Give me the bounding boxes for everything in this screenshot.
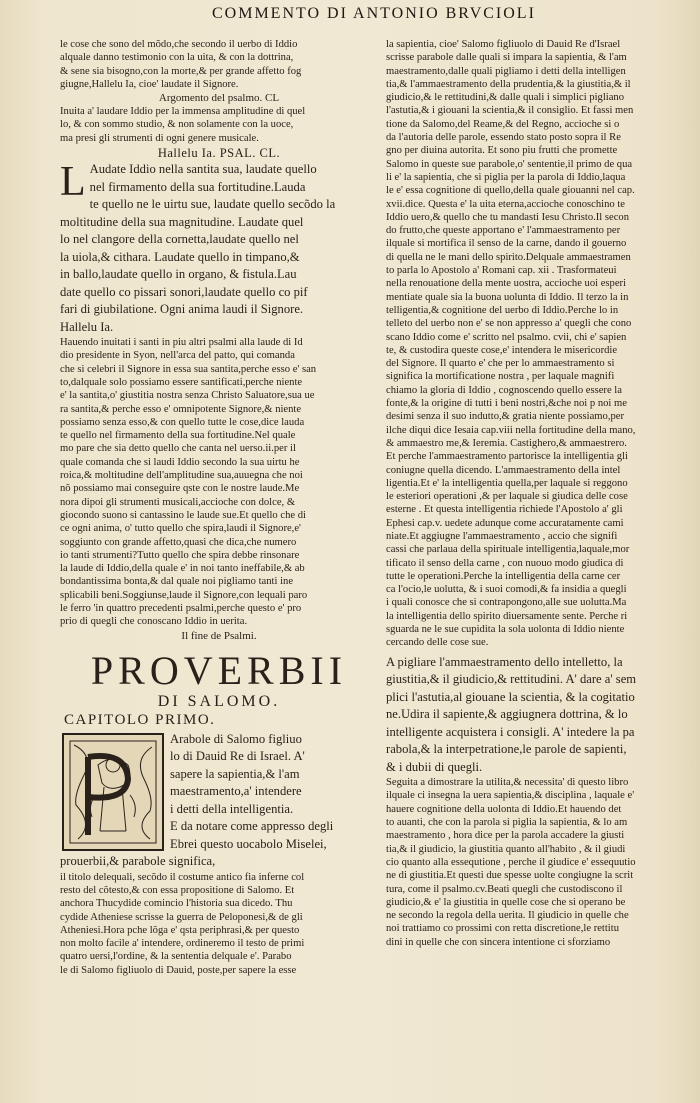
text-line: maestramento,dalle quali pigliamo i detti della intelligen xyxy=(386,65,626,77)
verse-line: rabola,& la interpetratione,le parole de sapienti, xyxy=(386,742,627,757)
text-line: le ferro 'in quattro precedenti psalmi,perche questo e' pro xyxy=(60,603,302,615)
text-line: non molto facile a' intendere, ordineremo il testo de primi xyxy=(60,938,305,950)
woodcut-figure-icon xyxy=(64,735,162,849)
text-line: dio presidente in Syon, nell'arca del patto, qui comanda xyxy=(60,350,295,362)
text-line: ilquale ci insegna la uera sapientia,& disciplina , laquale e' xyxy=(386,790,635,802)
text-line: i quali conosce che si contrapongono,alle sue uolutta.Ma xyxy=(386,597,627,609)
text-line: ca l'ocio,le uolutta, & i suoi comodi,& fa insidia a quegli xyxy=(386,584,627,596)
text-line: Iddio uero,& quello che tu mandasti Iesu Christo.Il secon xyxy=(386,211,630,223)
verse-line: ne.Udira il sapiente,& aggiugnera dottrina, & lo xyxy=(386,707,628,722)
verse-line: plici l'astutia,al giouane la scientia, & la cogitatio xyxy=(386,689,635,704)
text-line: ra santita,& perche esso e' omnipotente Signore,& niente xyxy=(60,403,302,415)
text-line: li e' la sapientia, che si piglia per la parola di Iddio,laqua xyxy=(386,171,626,183)
psalm-line: in ballo,laudate quello in organo, & fistula.Lau xyxy=(60,267,297,282)
verse-line: i detti della intelligentia. xyxy=(170,801,294,816)
text-line: do frutto,che queste apportano e' l'ammaestramento per xyxy=(386,225,621,237)
verse-line: E da notare come appresso degli xyxy=(170,819,334,834)
text-line: ma presi gli strumenti di ogni genere musicale. xyxy=(60,132,259,144)
verse-line: giustitia,& il giudicio,& rettitudini. A' dare a' sem xyxy=(386,672,637,687)
text-line: Seguita a dimostrare la utilita,& necessita' di questo libro xyxy=(386,777,629,789)
text-line: soggiunto con grande affetto,quasi che dica,che numero xyxy=(60,536,297,548)
text-line: il titolo delequali, secõdo il costume antico fia inferne col xyxy=(60,871,305,883)
text-line: telleto del uerbo non e' se non appresso a' quegli che cono xyxy=(386,318,632,330)
text-line: ligentia.Et e' la intelligentia quella,per laquale si reggono xyxy=(386,477,628,489)
text-line: coniugne quella dicendo. L'ammaestramento della intel xyxy=(386,464,621,476)
text-line: mentiate quale sia la buona uolunta di Iddio. Il terzo la in xyxy=(386,291,629,303)
text-line: tutte le operationi.Perche la intelligentia della carne cer xyxy=(386,570,621,582)
left-column xyxy=(60,38,378,977)
text-line: esterne . Et questa intelligentia richiede l'Apostolo a' gli xyxy=(386,504,623,516)
psalm-line: fari di giubilatione. Ogni anima laudi il Signore. xyxy=(60,302,304,317)
text-line: to auanti, che con la parola si piglia la sapientia, & lo am xyxy=(386,817,628,829)
verse-line: & i dubii di quegli. xyxy=(386,759,483,774)
text-line: ilquale si mortifica il senso de la carne, dando il gouerno xyxy=(386,238,627,250)
text-line: prio di quegli che conoscano Iddio in uerita. xyxy=(60,616,248,628)
psalm-line: moltitudine della sua magnitudine. Laudate quel xyxy=(60,214,304,229)
text-line: tificato il senso della carne , con nuouo modo giudica di xyxy=(386,557,624,569)
text-line: cassi che parlaua della spirituale intelligentia,laquale,mor xyxy=(386,544,630,556)
intro-paragraph xyxy=(60,38,378,91)
text-line: Salomo in queste sue parabole,o' sententie,il primo de qua xyxy=(386,158,633,170)
text-line: giugne,Hallelu Ia, cioe' laudate il Signore. xyxy=(60,78,239,90)
text-line: te, & custodira queste cose,e' intendera le misericordie xyxy=(386,344,618,356)
text-line: tia,& l'ammaestramento della prudentia,& la giustitia,& il xyxy=(386,78,631,90)
text-line: di quella ne le mani dello spirito.Delquale ammaestramen xyxy=(386,251,631,263)
verse-line: lo di Dauid Re di Israel. A' xyxy=(170,749,305,764)
psalm-initial: L xyxy=(60,159,86,206)
text-line: hauere cognitione della uolonta di Iddio.Et hauendo det xyxy=(386,803,622,815)
text-line: resto del cõtesto,& con essa propositione di Salomo. Et xyxy=(60,884,295,896)
verse-line: sapere la sapientia,& l'am xyxy=(170,766,300,781)
text-line: tia,& il giudicio, la giustitia quanto all'habito , & il giudi xyxy=(386,843,626,855)
text-line: cio quanto alla essequtione , perche il giudice e' essequutio xyxy=(386,856,636,868)
text-line: tura, come il psalmo.cv.Beati quegli che custodiscono il xyxy=(386,883,623,895)
text-line: nella renouatione della mente uostra, accioche uoi esperi xyxy=(386,278,627,290)
psalm-line: nel firmamento della sua fortitudine.Lauda xyxy=(89,179,306,194)
text-line: tione da Salomo,del Reame,& del Regno, accioche si o xyxy=(386,118,620,130)
psalm-line: Audate Iddio nella santita sua, laudate quello xyxy=(89,162,317,177)
psalms-end-note: Il fine de Psalmi. xyxy=(181,629,257,642)
text-line: nõ possiamo mai conseguire qste con le nostre laude.Me xyxy=(60,483,300,495)
text-line: che si celebri il Signore in essa sua santita,perche esso e' san xyxy=(60,363,317,375)
text-line: ne di giustitia.Et questi due spesse uolte congiugne la scrit xyxy=(386,870,634,882)
book-subtitle: DI SALOMO. xyxy=(157,692,281,710)
chapter-heading: CAPITOLO PRIMO. xyxy=(64,711,216,728)
psalm-title: Hallelu Ia. PSAL. CL. xyxy=(157,146,281,161)
text-line: ilche diqui dice Iesaia cap.viii nella fortitudine della mano, xyxy=(386,424,636,436)
text-line: cydide Atheniese scrisse la guerra de Peloponesi,& de gli xyxy=(60,911,303,923)
text-line: niate.Et aggiugne l'ammaestramento , accio che signifi xyxy=(386,530,618,542)
text-line: Atheniesi.Hora pche lõga e' qsta periphrasi,& per questo xyxy=(60,924,300,936)
text-line: la sapientia, cioe' Salomo figliuolo di Dauid Re d'Israel xyxy=(386,39,621,50)
verse-line: maestramento,a' intendere xyxy=(170,784,302,799)
text-line: del Signore. Il quarto e' che per lo ammaestramento si xyxy=(386,358,615,370)
text-line: da l'autoria delle parole, essendo stato posto sopra il Re xyxy=(386,132,621,144)
text-line: le di Salomo figliuolo di Dauid, poste,per sapere la esse xyxy=(60,964,297,976)
text-line: anchora Thucydide comincio l'historia sua dicedo. Thu xyxy=(60,898,293,910)
text-line: desimi senza il suo indutto,& gratia niente possiamo,per xyxy=(386,411,625,423)
psalm-line: lo nel clangore della cornetta,laudate quello nel xyxy=(60,232,299,247)
text-line: bondantissima bonta,& dal quale noi pigliamo tanti ine xyxy=(60,576,294,588)
text-line: telligentia,& cognitione del uerbo di Iddio.Perche lo in xyxy=(386,304,619,316)
text-line: la intelligentia dello spirito diuersamente sente. Perche ri xyxy=(386,610,628,622)
psalm-line: la uiola,& cithara. Laudate quello in timpano,& xyxy=(60,249,300,264)
text-line: nora dipoi gli strumenti musicali,accioche con dolce, & xyxy=(60,496,296,508)
verse-line: A pigliare l'ammaestramento dello intelletto, la xyxy=(386,654,623,669)
text-line: splicabili beni.Soggiunse,laude il Signore,con lequali paro xyxy=(60,589,308,601)
text-line: xvii.dice. Questa e' la uita eterna,accioche conoschino te xyxy=(386,198,625,210)
text-line: lo, & con sommo studio, & non solamente con la uoce, xyxy=(60,119,294,131)
text-line: significa la mortificatione nostra , per laquale magnifi xyxy=(386,371,615,383)
text-line: scano Iddio come e' scritto nel psalmo. cvii, chi e' sapien xyxy=(386,331,627,343)
text-line: quatro uersi,l'ordine, & la sententia delquale e'. Parabo xyxy=(60,951,292,963)
text-line: to,dalquale solo possiamo essere santificati,perche niente xyxy=(60,376,303,388)
text-line: le cose che sono del mõdo,che secondo il uerbo di Iddio xyxy=(60,39,298,50)
text-line: Ephesi cap.v. uedete adunque come accuratamente cami xyxy=(386,517,624,529)
text-line: to parla lo Apostolo a' Romani cap. xii . Trasformateui xyxy=(386,265,617,277)
book-title: PROVERBII xyxy=(90,647,348,693)
text-line: & ammaestro me,& Ieremia. Castighero,& ammaestrero. xyxy=(386,437,627,449)
woodcut-initial-p xyxy=(62,733,164,851)
text-line: Et perche l'ammaestramento partorisce la intelligentia gli xyxy=(386,451,628,463)
psalm-line: date quello co pissari sonori,laudate quello co pif xyxy=(60,284,308,299)
text-line: Inuita a' laudare Iddio per la immensa amplitudine di quel xyxy=(60,106,306,118)
text-line: possiamo senza esso,& con quello tutte le cose,dice lauda xyxy=(60,416,305,428)
text-line: alquale danno testimonio con la uita, & con la dottrina, xyxy=(60,52,294,64)
text-line: la laude di Iddio,della quale e' in noi tanto ineffabile,& ab xyxy=(60,563,305,575)
text-line: dini in quelle che con sincera intentione ci sforziamo xyxy=(386,936,611,948)
text-line: io tanti strumenti?Tutto quello che spira debbe rinsonare xyxy=(60,549,300,561)
text-line: noi trattiamo co prossimi con retta discretione,le rettitu xyxy=(386,923,619,935)
verse-line: Ebrei questo uocabolo Miselei, xyxy=(170,836,327,851)
psalm-text xyxy=(60,161,378,336)
text-line: te quello nel firmamento della sua fortitudine.Nel quale xyxy=(60,430,296,442)
right-column xyxy=(386,38,686,949)
argomento-title: Argomento del psalmo. CL xyxy=(158,92,280,105)
text-line: mo pare che sia detto quello che canta nel uerso.ii.per il xyxy=(60,443,296,455)
verse-line: prouerbii,& parabole significa, xyxy=(60,854,216,869)
text-line: Hauendo inuitati i santi in piu altri psalmi alla laude di Id xyxy=(60,337,303,349)
text-line: sguarda ne le sue cupidita la sola uolonta di Iddio niente xyxy=(386,624,625,636)
psalm-commentary xyxy=(60,336,378,629)
right-commentary-a xyxy=(386,38,686,650)
argomento-paragraph xyxy=(60,105,378,145)
text-line: ne secondo la regola della uerita. Il giudicio in quelle che xyxy=(386,910,629,922)
text-line: e' la santita,o' giustitia nostra senza Christo Saluatore,sua ue xyxy=(60,390,315,402)
chapter-commentary xyxy=(60,871,378,977)
chapter-opening xyxy=(60,731,378,871)
running-head: COMMENTO DI ANTONIO BRVCIOLI xyxy=(212,5,536,22)
psalm-lines xyxy=(60,161,378,336)
text-line: giudicio,& e' la giustitia in quelle cose che si operano be xyxy=(386,896,626,908)
verse-line: Arabole di Salomo figliuo xyxy=(170,731,302,746)
text-line: scrisse parabole dalle quali si impara la sapientia, & l'am xyxy=(386,52,627,64)
psalm-line: Hallelu Ia. xyxy=(60,319,114,334)
right-commentary-b xyxy=(386,776,686,949)
text-line: fonte,& la origine di tutti i beni nostri,&che noi p noi me xyxy=(386,398,627,410)
text-line: ce ogni anima, o' tutto quello che spira,laudi il Signore,e' xyxy=(60,523,301,535)
text-line: giudicio,& le rettitudini,& dalle quali i simplici pigliano xyxy=(386,92,625,104)
text-line: quale comanda che si laudi Iddio secondo la sua uirtu he xyxy=(60,456,300,468)
text-line: chiamo la gloria di Iddio , cognoscendo quello essere la xyxy=(386,384,622,396)
text-line: l'astutia,& i giouani la scientia,& il consiglio. Et fassi men xyxy=(386,105,634,117)
text-line: le esteriori operationi ,& per laquale si giudica delle cose xyxy=(386,491,628,503)
text-line: roica,& moltitudine dell'amplitudine sua,auuegna che noi xyxy=(60,470,303,482)
psalm-line: te quello ne le uirtu sue, laudate quello secõdo la xyxy=(89,197,336,212)
text-line: giocondo suono si cantassino le laude sue.Et quello che di xyxy=(60,509,306,521)
text-line: gno per diuina autorita. Et sono piu frutti che promette xyxy=(386,145,618,157)
text-line: maestramento , hora dice per la parola accadere la giusti xyxy=(386,830,625,842)
text-line: & sene sia bisogno,con la morte,& per grande affetto fog xyxy=(60,65,302,77)
text-line: cercando delle cose sue. xyxy=(386,637,489,649)
right-verse-text xyxy=(386,654,686,777)
verse-line: intelligente acquistera i consigli. A' intedere la pa xyxy=(386,724,635,739)
text-line: le e' essa cognitione di quello,della quale giouanni nel cap. xyxy=(386,185,635,197)
